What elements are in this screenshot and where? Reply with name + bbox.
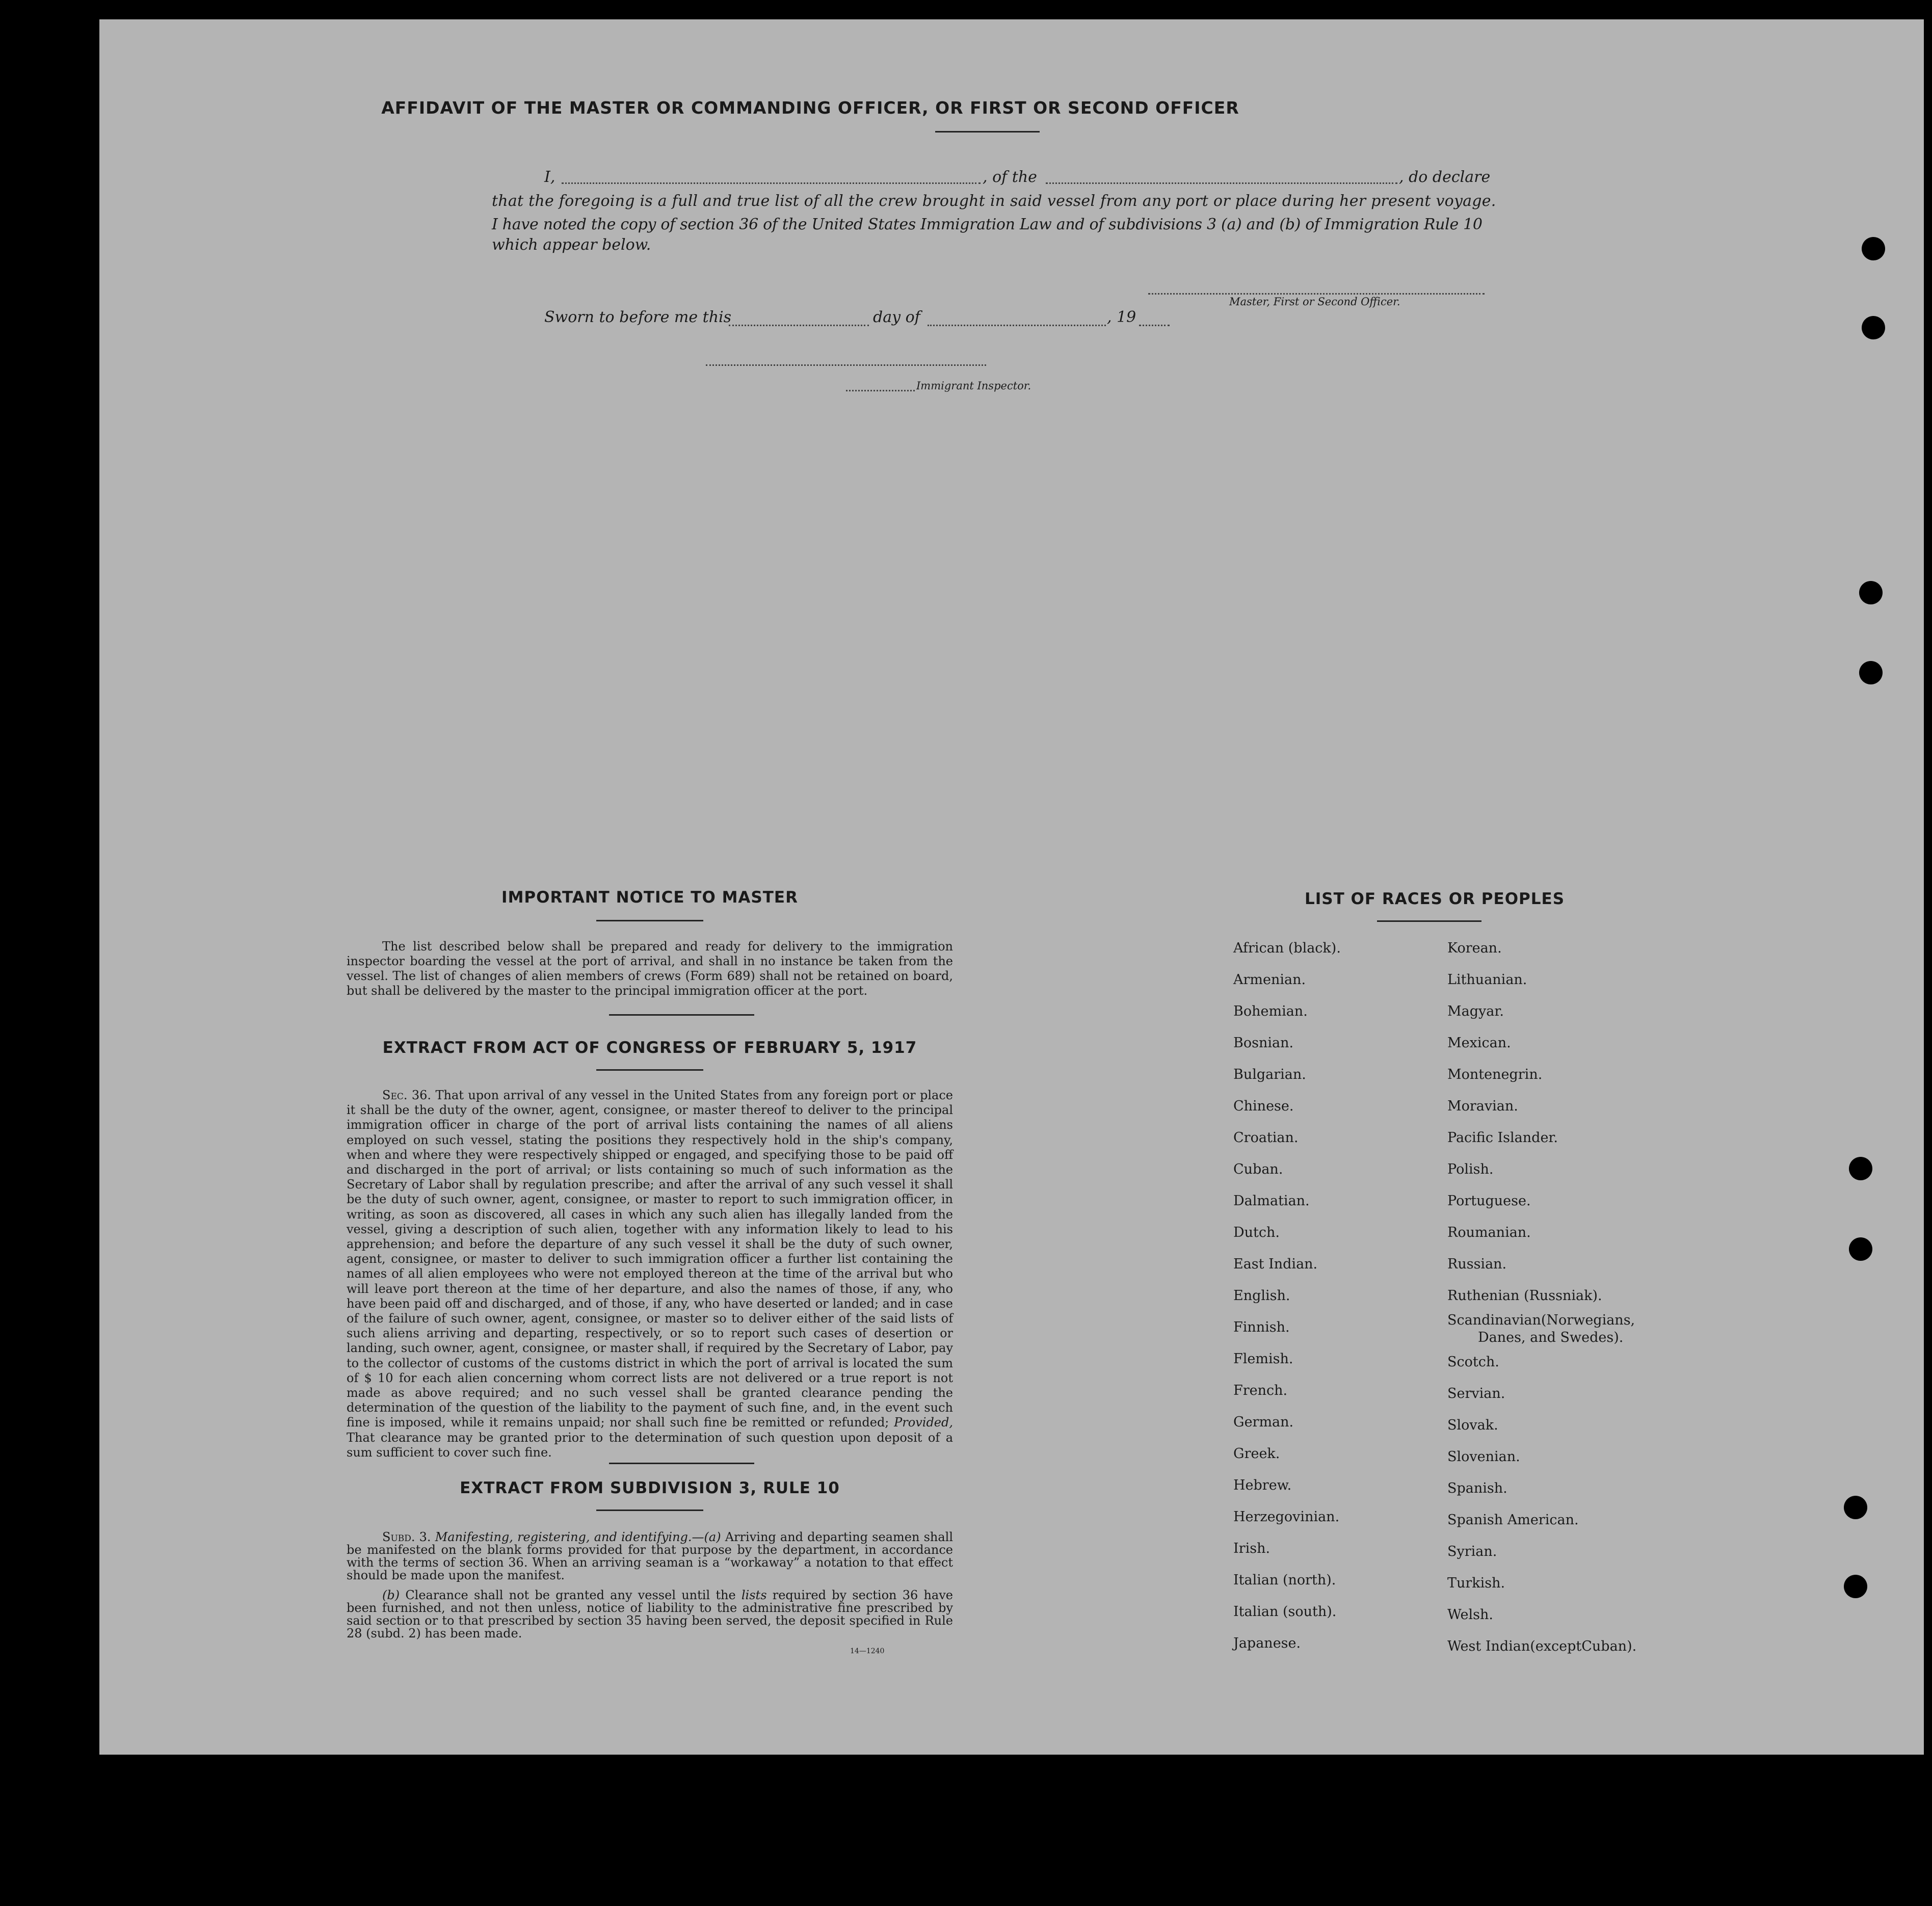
affidavit-line-4: which appear below. xyxy=(492,236,651,254)
race-item: Hebrew. xyxy=(1233,1477,1292,1493)
day-blank-line xyxy=(729,325,869,326)
race-item: Montenegrin. xyxy=(1447,1067,1543,1082)
act-text xyxy=(347,1088,953,1460)
section-divider xyxy=(609,1014,754,1016)
race-item: Turkish. xyxy=(1447,1575,1505,1591)
race-item: Greek. xyxy=(1233,1446,1280,1462)
rule10-text-b xyxy=(347,1589,953,1640)
race-item: Italian (south). xyxy=(1233,1604,1337,1620)
inspector-signature-line xyxy=(706,364,986,366)
race-item: Portuguese. xyxy=(1447,1193,1531,1209)
race-item: Armenian. xyxy=(1233,972,1306,988)
act-body-b: That clearance may be granted prior to the determination of such question upon deposit of a sum sufficient to cover such fine. xyxy=(347,1430,953,1460)
master-signature-line xyxy=(1148,293,1485,295)
rule10-subd-title: Manifesting, registering, and identifying.—(a) xyxy=(435,1530,721,1544)
race-item: Mexican. xyxy=(1447,1035,1511,1051)
notice-heading: IMPORTANT NOTICE TO MASTER xyxy=(501,888,798,907)
race-item: Danes, and Swedes). xyxy=(1478,1330,1624,1345)
master-caption: Master, First or Second Officer. xyxy=(1229,296,1400,308)
race-item: German. xyxy=(1233,1414,1294,1430)
notice-text: The list described below shall be prepared and ready for delivery to the immigration inspector boarding the vessel at the port of arrival, and shall in no instance be taken from the vessel. The list of changes of alien members of crews (Form 689) shall not be retained on board, but shall be delivered by the master to the principal immigration officer at the port. xyxy=(347,939,953,998)
race-item: Spanish. xyxy=(1447,1480,1507,1496)
act-body-a: That upon arrival of any vessel in the United States from any foreign port or place it shall be the duty of the owner, agent, consignee, or master thereof to deliver to the principal immigration officer in charge of the port of arrival lists containing the names of all aliens employed on such vessel, stating the positions they respectively hold in the ship's company, when and where they were respectively shipped or engaged, and specifying those to be paid off and discharged in the port of arrival; or lists containing so much of such information as the Secretary of Labor shall by regulation prescribe; and after the arrival of any such vessel it shall be the duty of such owner, agent, consignee, or master to report to such immigration officer, in writing, as soon as discovered, all cases in which any such alien has illegally landed from the vessel, giving a description of such alien, together with any information likely to lead to his apprehension; and before the departure of any such vessel it shall be the duty of such owner, agent, consignee, or master to deliver to such immigration officer a further list containing the names of all alien employees who were not employed thereon at the time of the arrival but who will leave port thereon at the time of her departure, and also the names of those, if any, who have been paid off and discharged, and of those, if any, who have deserted or landed; and in case of the failure of such owner, agent, consignee, or master so to deliver either of the said lists of such aliens arriving and departing, respectively, or so to report such cases of desertion or landing, such owner, agent, consignee, or master shall, if required by the Secretary of Labor, pay to the collector of customs of the customs district in which the port of arrival is located the sum of $ 10 for each alien concerning whom correct lists are not delivered or a true report is not made as above required; and no such vessel shall be granted clearance pending the determination of the question of the liability to the payment of such fine, and, in the event such fine is imposed, while it remains unpaid; nor shall such fine be remitted or refunded; xyxy=(347,1088,953,1430)
act-sec-label: Sec. 36. xyxy=(382,1088,432,1102)
race-item: Slovak. xyxy=(1447,1417,1498,1433)
race-item: Spanish American. xyxy=(1447,1512,1579,1528)
race-item: Scandinavian(Norwegians, xyxy=(1447,1312,1635,1328)
race-item: Lithuanian. xyxy=(1447,972,1527,988)
affidavit-line-2: that the foregoing is a full and true list of all the crew brought in said vessel from any port or place during her present voyage. xyxy=(492,192,1496,210)
race-item: French. xyxy=(1233,1383,1288,1398)
race-item: Moravian. xyxy=(1447,1098,1518,1114)
month-blank-line xyxy=(928,325,1106,326)
form-number: 14—1240 xyxy=(850,1647,885,1655)
rule10-text-a xyxy=(347,1531,953,1582)
punch-hole xyxy=(1844,1496,1867,1519)
race-item: Bulgarian. xyxy=(1233,1067,1306,1082)
punch-hole xyxy=(1859,581,1883,604)
race-item: Magyar. xyxy=(1447,1003,1504,1019)
affidavit-of-the: , of the xyxy=(983,168,1037,186)
race-item: Irish. xyxy=(1233,1541,1271,1556)
race-item: Polish. xyxy=(1447,1161,1494,1177)
race-item: Cuban. xyxy=(1233,1161,1283,1177)
race-item: Welsh. xyxy=(1447,1607,1493,1623)
race-item: Bohemian. xyxy=(1233,1003,1308,1019)
day-of-label: day of xyxy=(873,308,920,326)
race-item: Dalmatian. xyxy=(1233,1193,1310,1209)
rule10-body-b2: required by section 36 have been furnished, and not then unless, notice of liability to the administrative fine prescribed by said section or to that prescribed by section 35 having been served, the deposit specified in Rule 28 (subd. 2) has been made. xyxy=(347,1588,953,1640)
race-item: Dutch. xyxy=(1233,1225,1280,1240)
year-blank-line xyxy=(1139,325,1170,326)
race-item: Herzegovinian. xyxy=(1233,1509,1340,1525)
race-item: Japanese. xyxy=(1233,1635,1301,1651)
section-divider xyxy=(609,1463,754,1464)
affidavit-heading: AFFIDAVIT OF THE MASTER OR COMMANDING OFFICER, OR FIRST OR SECOND OFFICER xyxy=(381,98,1239,118)
notice-underline xyxy=(596,920,703,921)
sworn-label: Sworn to before me this xyxy=(544,308,732,326)
rule10-body-b1: Clearance shall not be granted any vessel until the xyxy=(405,1588,736,1602)
year-label: , 19 xyxy=(1107,308,1136,326)
race-item: Flemish. xyxy=(1233,1351,1293,1367)
rule10-body-a: Arriving and departing seamen shall be manifested on the blank forms provided for that purpose by the department, in accordance with the terms of section 36. When an arriving seaman is a “workaway” a notation to that effect should be made upon the manifest. xyxy=(347,1530,953,1582)
race-item: Pacific Islander. xyxy=(1447,1130,1558,1146)
rule10-lists-word: lists xyxy=(741,1588,767,1602)
punch-hole xyxy=(1862,237,1885,260)
race-item: Ruthenian (Russniak). xyxy=(1447,1288,1602,1304)
race-item: Syrian. xyxy=(1447,1544,1497,1559)
inspector-caption: Immigrant Inspector. xyxy=(916,380,1031,392)
races-heading: LIST OF RACES OR PEOPLES xyxy=(1305,890,1565,908)
affidavit-line-3: I have noted the copy of section 36 of the United States Immigration Law and of subdivisions 3 (a) and (b) of Immigration Rule 10 xyxy=(492,216,1483,233)
affidavit-declare: , do declare xyxy=(1399,168,1491,186)
heading-underline xyxy=(935,131,1040,133)
affidavit-i: I, xyxy=(544,168,555,186)
race-item: Bosnian. xyxy=(1233,1035,1294,1051)
races-underline xyxy=(1377,920,1481,922)
race-item: Italian (north). xyxy=(1233,1572,1336,1588)
name-blank-line xyxy=(562,182,981,184)
punch-hole xyxy=(1862,316,1885,339)
race-item: Finnish. xyxy=(1233,1319,1290,1335)
race-item: Russian. xyxy=(1447,1256,1507,1272)
race-item: Chinese. xyxy=(1233,1098,1294,1114)
rule10-heading: EXTRACT FROM SUBDIVISION 3, RULE 10 xyxy=(460,1479,840,1497)
punch-hole xyxy=(1849,1157,1872,1180)
races-column-2 xyxy=(1447,933,1636,1662)
act-heading: EXTRACT FROM ACT OF CONGRESS OF FEBRUARY 5, 1917 xyxy=(382,1039,917,1057)
vessel-blank-line xyxy=(1046,182,1397,184)
inspector-short-line xyxy=(846,390,915,391)
race-item: Roumanian. xyxy=(1447,1225,1531,1240)
race-item: African (black). xyxy=(1233,940,1341,956)
race-item: English. xyxy=(1233,1288,1290,1304)
race-item: Servian. xyxy=(1447,1386,1505,1401)
race-item: Croatian. xyxy=(1233,1130,1299,1146)
act-provided: Provided, xyxy=(894,1415,954,1430)
rule10-b-label: (b) xyxy=(382,1588,400,1602)
rule10-underline xyxy=(596,1510,703,1511)
punch-hole xyxy=(1859,661,1883,684)
punch-hole xyxy=(1849,1237,1872,1261)
race-item: Slovenian. xyxy=(1447,1449,1520,1465)
race-item: East Indian. xyxy=(1233,1256,1318,1272)
race-item: Scotch. xyxy=(1447,1354,1499,1370)
act-underline xyxy=(596,1069,703,1071)
punch-hole xyxy=(1844,1575,1867,1598)
race-item: Korean. xyxy=(1447,940,1502,956)
races-column-1 xyxy=(1233,933,1341,1659)
rule10-subd-label: Subd. 3. xyxy=(382,1530,431,1544)
race-item: West Indian(exceptCuban). xyxy=(1447,1638,1637,1654)
